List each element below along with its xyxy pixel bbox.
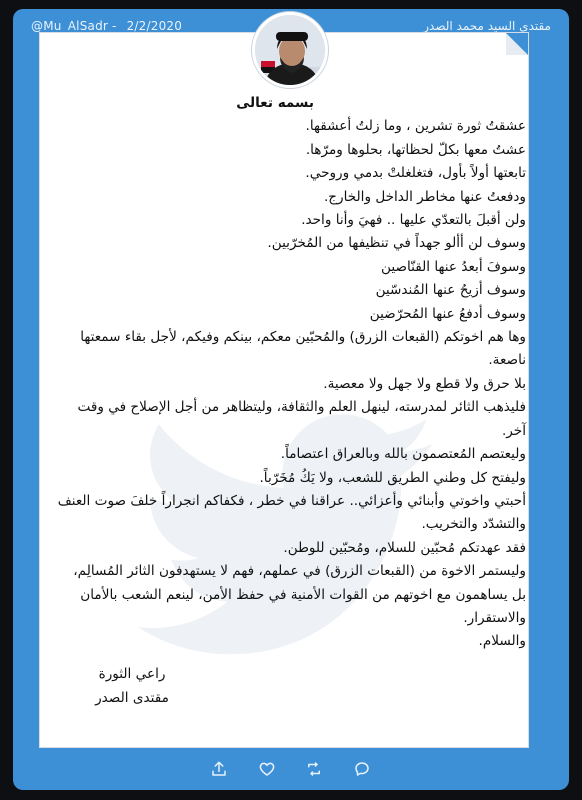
letter-line: عشقتُ ثورة تشرين ، وما زلتُ أعشقها. — [305, 118, 526, 135]
letter-line: وليفتح كل وطني الطريق للشعب، ولا يَكُ مُخَرّباً. — [259, 469, 526, 486]
tweet-meta — [31, 19, 182, 33]
letter-line: وسوفَ أبعدُ عنها القنّاصين — [381, 258, 526, 275]
share-icon — [210, 760, 228, 778]
tweet-action-bar — [0, 750, 582, 790]
letter-line: وسوف أزيحُ عنها المُندسّين — [375, 282, 526, 299]
letter-line: بلا حرق ولا قطع ولا جهل ولا معصية. — [323, 375, 526, 392]
letter-line: وليعتصم المُعتصمون بالله وبالعراق اعتصاماً. — [280, 446, 526, 463]
tweet-date[interactable]: 2/2/2020 — [126, 19, 183, 33]
avatar-portrait-icon — [255, 15, 325, 85]
letter-line: تابعتها أولاً بأول، فتغلغلتْ بدمي وروحي. — [305, 165, 526, 182]
author-avatar[interactable] — [252, 12, 328, 88]
letter-line: وليستمر الاخوة من (القبعات الزرق) في عملهم، فهم لا يستهدفون الثائر المُسالِم، بل يساهمون مع اخوتهم من القوات الأمنية في حفظ الأمن، لينعم الشعب بالأمان والاستقرار. — [73, 563, 526, 626]
signature-title: راعي الثورة — [98, 666, 166, 682]
user-handle[interactable]: @Mu_AlSadr — [31, 19, 109, 33]
signature-name: مقتدى الصدر — [95, 690, 169, 706]
letter-line: ودفعتُ عنها مخاطر الداخل والخارج. — [323, 188, 526, 205]
letter-line: فقد عهدتكم مُحبّين للسلام، ومُحبّين للوطن. — [283, 539, 526, 556]
folded-corner — [506, 33, 528, 55]
letter-line: فليذهب الثائر لمدرسته، لينهل العلم والثقافة، وليتظاهر من أجل الإصلاح في وقت آخر. — [77, 399, 526, 439]
share-button[interactable] — [208, 758, 230, 780]
author-name[interactable]: مقتدى السيد محمد الصدر — [423, 19, 551, 33]
letter-line: والسلام. — [478, 633, 526, 650]
like-button[interactable] — [256, 758, 278, 780]
letter-line: أحبتي واخوتي وأبنائي وأعزائي.. عراقنا في خطر ، فكفاكم انجراراً خلفَ صوت العنف والتشدّد والتخريب. — [57, 492, 526, 533]
letter-body — [56, 92, 526, 654]
basmala-heading: بسمه تعالى — [236, 95, 314, 111]
reply-icon — [353, 760, 371, 778]
signature-block — [72, 662, 192, 710]
meta-separator: - — [112, 19, 117, 33]
letter-line: وسوف لن أألو جهداً في تنظيفها من المُخرّبين. — [267, 235, 526, 252]
reply-button[interactable] — [351, 758, 373, 780]
letter-line: وسوف أدفعُ عنها المُحرّضين — [369, 305, 526, 322]
letter-line: ولن أقبلَ بالتعدّي عليها .. فهيَ وأنا واحد. — [301, 212, 526, 229]
letter-line: عشتُ معها بكلّ لحظاتها، بحلوها ومرّها. — [305, 141, 526, 158]
retweet-icon — [305, 760, 323, 778]
heart-icon — [258, 760, 276, 778]
letter-line: وها هم اخوتكم (القبعات الزرق) والمُحبّين معكم، بينكم وفيكم، لأجل بقاء سمعتها ناصعة. — [80, 329, 526, 369]
retweet-button[interactable] — [303, 758, 325, 780]
